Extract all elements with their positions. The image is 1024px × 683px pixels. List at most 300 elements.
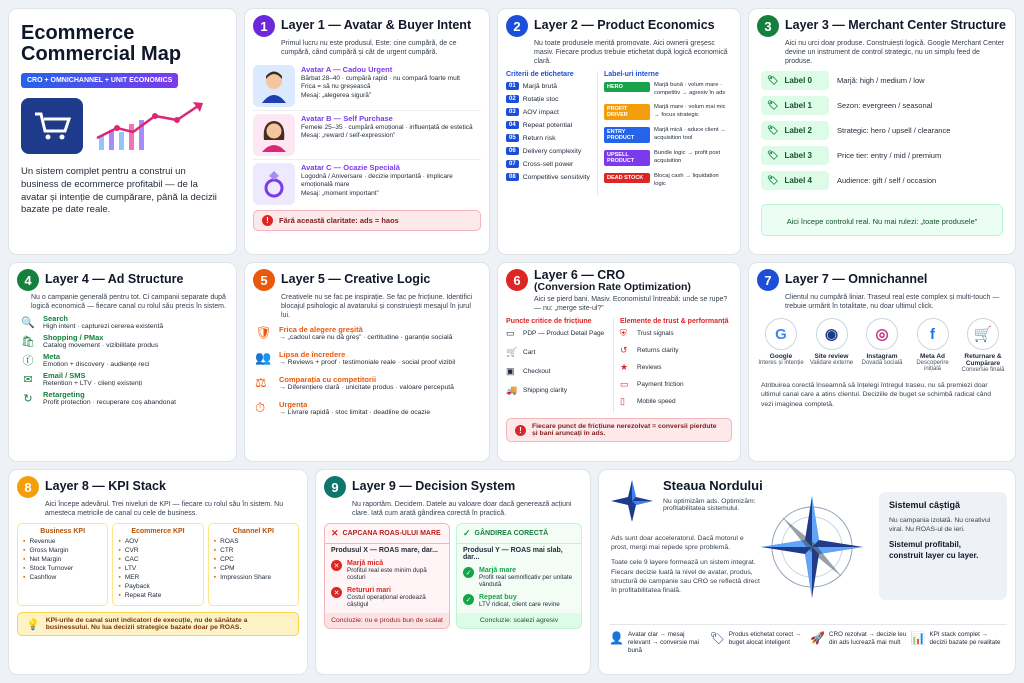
criteria-number: 06 bbox=[506, 147, 519, 155]
channel-desc: Catalog movement · vizibilitate produs bbox=[43, 342, 159, 350]
layer-intro: Aici începe adevărul. Trei niveluri de KPI — fiecare cu rolul său în sistem. Nu amesteca metricile de canal cu cele de business. bbox=[45, 501, 284, 518]
layer-7-note: Atribuirea corectă înseamnă să înțelegi întregul traseu, nu să premiezi doar ultimul canal care a atins clientul. Deciziile de buget se schimbă radical când vezi imaginea completă. bbox=[761, 382, 992, 408]
criteria-number: 01 bbox=[506, 82, 519, 90]
x-circle-icon: ✕ bbox=[331, 560, 342, 571]
avatar-line: Mesaj: „alegerea sigură” bbox=[301, 91, 372, 99]
merchant-label-key bbox=[761, 121, 829, 140]
friction-title: Puncte critice de fricțiune bbox=[506, 318, 592, 326]
avatar-line: Bărbat 28–40 · cumpără rapid · nu compară foarte mult bbox=[301, 74, 460, 82]
card-icon: ▭ bbox=[620, 379, 629, 390]
criteria-item bbox=[506, 147, 597, 155]
merchant-label-key bbox=[761, 146, 829, 165]
ad-channel bbox=[21, 371, 224, 387]
kpi-item bbox=[118, 583, 197, 590]
x-circle-icon: ✕ bbox=[331, 587, 342, 598]
kpi-icon: ▪ bbox=[23, 538, 26, 546]
channel-name: Meta bbox=[43, 352, 61, 362]
merchant-label-key bbox=[761, 96, 829, 115]
criteria-number: 07 bbox=[506, 160, 519, 168]
trust-label: Payment friction bbox=[637, 381, 684, 389]
warning-text: KPI-urile de canal sunt indicatori de execuție, nu de sănătate a businessului. Nu lua decizii strategice bazate doar pe ROAS. bbox=[45, 617, 248, 632]
label-desc: Marjă bună · volum mare · competitiv → agresiv în ads bbox=[654, 82, 726, 96]
friction-desc: → Diferențiere clară · unicitate produs · valoare percepută bbox=[279, 384, 454, 392]
kpi-icon: ▪ bbox=[118, 583, 121, 591]
creative-friction bbox=[255, 350, 479, 366]
trust-element bbox=[620, 379, 732, 390]
kpi-column bbox=[112, 523, 203, 606]
criteria-label: Cross-sell power bbox=[522, 160, 574, 168]
creative-friction bbox=[255, 400, 479, 416]
kpi-column bbox=[208, 523, 299, 606]
hero-badge: CRO + OMNICHANNEL + UNIT ECONOMICS bbox=[21, 73, 178, 88]
friction-label: Cart bbox=[523, 349, 536, 357]
layer-title: Layer 5 — Creative Logic bbox=[281, 272, 431, 287]
kpi-item bbox=[118, 538, 197, 545]
criteria-label: Delivery complexity bbox=[522, 147, 582, 155]
kpi-column-title: Business KPI bbox=[40, 528, 86, 536]
step-desc: Dovadă socială bbox=[861, 360, 903, 367]
kpi-icon: ▪ bbox=[118, 565, 121, 573]
decision-title: Retururi mari bbox=[347, 587, 391, 595]
meta-icon: ⓕ bbox=[22, 355, 34, 368]
label-tag: HERO bbox=[604, 82, 650, 92]
kpi-label: Impression Share bbox=[220, 574, 272, 582]
layer-intro: Aici nu urci doar produse. Construiești logică. Google Merchant Center devine un instrument de control strategic, nu un simplu feed de produse. bbox=[785, 40, 1005, 66]
layer-number: 2 bbox=[506, 15, 528, 37]
trust-element bbox=[620, 396, 732, 407]
good-decision-panel bbox=[456, 523, 582, 629]
outcome-text: KPI stack complet → decizii bazate pe realitate bbox=[929, 631, 1001, 647]
layer-subtitle: (Conversion Rate Optimization) bbox=[534, 281, 691, 294]
google-icon: G bbox=[765, 318, 797, 350]
layer-title: Layer 1 — Avatar & Buyer Intent bbox=[281, 18, 472, 33]
criteria-item bbox=[506, 134, 597, 142]
layer-8-card bbox=[8, 469, 308, 675]
tag-icon: 🏷 bbox=[767, 125, 779, 136]
avatar-line: Mesaj: „reward / self-expression” bbox=[301, 132, 396, 140]
friction-desc: → „cadoul care nu dă greș” · certitudine · garanție socială bbox=[279, 334, 453, 342]
friction-name: Comparația cu competitorii bbox=[279, 375, 377, 385]
kpi-item bbox=[214, 556, 293, 563]
rocket-icon: 🚀 bbox=[810, 631, 825, 645]
tag-icon: 🏷 bbox=[709, 631, 725, 645]
good-conclusion: Concluzie: scalezi agresiv bbox=[457, 613, 581, 628]
criteria-item bbox=[506, 173, 597, 181]
layer-number: 9 bbox=[324, 476, 346, 498]
friction-point bbox=[506, 385, 613, 396]
bad-decision-panel bbox=[324, 523, 450, 629]
eye-icon: ◉ bbox=[816, 318, 848, 350]
kpi-icon: ▪ bbox=[118, 592, 121, 600]
criteria-number: 02 bbox=[506, 95, 519, 103]
journey-step bbox=[909, 318, 957, 373]
merchant-label-value: Strategic: hero / upsell / clearance bbox=[837, 126, 951, 136]
trust-label: Mobile speed bbox=[637, 398, 676, 406]
ring-icon bbox=[253, 163, 295, 205]
kpi-label: CPM bbox=[220, 565, 235, 573]
layer-6-warning bbox=[506, 418, 732, 442]
layer-7-card bbox=[748, 262, 1016, 462]
mail-icon: ✉ bbox=[23, 373, 33, 386]
channel-name: Search bbox=[43, 314, 69, 324]
north-outcome bbox=[609, 631, 706, 656]
kpi-icon: ▪ bbox=[23, 574, 26, 582]
layer-intro: Nu o campanie generală pentru tot. Ci campanii separate după logică economică — fiecare canal cu rolul său precis în sistem. bbox=[31, 294, 226, 311]
step-name: Site review bbox=[814, 353, 849, 361]
friction-label: Checkout bbox=[523, 368, 551, 376]
journey-step bbox=[808, 318, 856, 373]
layer-title: Layer 8 — KPI Stack bbox=[45, 479, 166, 494]
kpi-icon: ▪ bbox=[213, 565, 217, 573]
kpi-label: Repeat Rate bbox=[124, 592, 162, 600]
good-product: Produsul Y — ROAS mai slab, dar... bbox=[463, 547, 563, 562]
ad-channel bbox=[21, 352, 224, 368]
search-icon: 🔍 bbox=[21, 316, 35, 329]
tag-icon: 🏷 bbox=[767, 100, 779, 111]
creative-friction bbox=[255, 325, 479, 341]
journey-step bbox=[858, 318, 906, 373]
shield-check-icon: ⛨ bbox=[620, 328, 627, 339]
ad-channel bbox=[21, 314, 224, 330]
hero-description: Un sistem complet pentru a construi un business de ecommerce profitabil — de la avatar și intenție de cumpărare, până la decizii bazate pe date reale. bbox=[21, 166, 217, 216]
kpi-item bbox=[214, 547, 293, 554]
layer-3-card bbox=[748, 8, 1016, 255]
kpi-label: Revenue bbox=[29, 538, 56, 546]
layer-intro: Creativele nu se fac pe inspirație. Se fac pe fricțiune. Identifici blocajul psihologic al avatarului și construiești mesajul în jurul lui. bbox=[281, 294, 473, 320]
criteria-number: 03 bbox=[506, 108, 519, 116]
layer-intro: Clientul nu cumpără liniar. Traseul real este complex și multi-touch — trebuie urmărit în totalitate, nu doar ultimul click. bbox=[785, 294, 1000, 311]
lightbulb-icon: 💡 bbox=[26, 618, 40, 631]
cart-icon: 🛒 bbox=[506, 347, 518, 358]
alert-icon: ! bbox=[262, 215, 273, 226]
compass-rose-icon bbox=[757, 492, 867, 602]
kpi-label: CVR bbox=[124, 547, 139, 555]
friction-point bbox=[506, 328, 613, 339]
layer-number: 8 bbox=[17, 476, 39, 498]
step-desc: Conversie finală bbox=[961, 367, 1005, 374]
decision-desc: Costul operațional erodează câștigul bbox=[347, 594, 426, 609]
check-circle-icon: ✓ bbox=[463, 567, 474, 578]
kpi-label: Stock Turnover bbox=[29, 565, 74, 573]
merchant-label-row bbox=[761, 171, 1003, 190]
merchant-label-row bbox=[761, 96, 1003, 115]
label-tag: ENTRY PRODUCT bbox=[604, 127, 650, 143]
criteria-title: Criterii de etichetare bbox=[506, 71, 574, 79]
kpi-icon: ▪ bbox=[213, 538, 217, 546]
trust-label: Trust signals bbox=[637, 330, 674, 338]
step-desc: Descoperire inițială bbox=[916, 360, 949, 373]
hero-card bbox=[8, 8, 237, 255]
box-title: Sistemul câștigă bbox=[889, 500, 961, 510]
label-desc: Blocaj cash → liquidation logic bbox=[654, 173, 719, 187]
people-icon: 👥 bbox=[255, 350, 272, 366]
layer-5-card bbox=[244, 262, 490, 462]
kpi-icon: ▪ bbox=[118, 547, 121, 555]
layer-1-warning bbox=[253, 210, 481, 231]
avatar-line: Logodnă / Aniversare · decizie importantă · implicare emoțională mare bbox=[301, 172, 453, 189]
mobile-icon: ▯ bbox=[620, 396, 625, 407]
decision-item bbox=[457, 564, 581, 591]
friction-desc: → Livrare rapidă · stoc limitat · deadline de ocazie bbox=[279, 409, 431, 417]
label-key-text: Label 2 bbox=[784, 126, 813, 136]
kpi-label: Net Margin bbox=[29, 556, 62, 564]
woman-avatar-icon bbox=[253, 114, 295, 156]
avatar-line: Femeie 25–35 · cumpără emoțional · influențată de estetică bbox=[301, 123, 473, 131]
journey-step bbox=[959, 318, 1007, 373]
chart-icon: 📊 bbox=[910, 631, 926, 645]
layer-9-card bbox=[315, 469, 591, 675]
layer-number: 7 bbox=[757, 269, 779, 291]
friction-point bbox=[506, 366, 613, 377]
tag-icon: 🏷 bbox=[767, 150, 779, 161]
layer-title: Layer 2 — Product Economics bbox=[534, 18, 715, 33]
kpi-item bbox=[214, 565, 293, 572]
decision-item bbox=[325, 557, 449, 584]
merchant-label-row bbox=[761, 146, 1003, 165]
step-name: Instagram bbox=[866, 353, 898, 361]
kpi-item bbox=[214, 574, 293, 581]
check-circle-icon: ✓ bbox=[463, 594, 474, 605]
kpi-icon: ▪ bbox=[23, 565, 26, 573]
north-outcome bbox=[810, 631, 907, 656]
avatar-c bbox=[253, 160, 481, 208]
step-name: Meta Ad bbox=[919, 353, 946, 361]
winning-system-box bbox=[879, 492, 1007, 600]
channel-desc: High intent · capturezi cererea existentă bbox=[43, 323, 164, 331]
criteria-label: Rotație stoc bbox=[522, 95, 559, 103]
step-name: Google bbox=[769, 353, 793, 361]
label-tag: UPSELL PRODUCT bbox=[604, 150, 650, 166]
step-desc: Validare externe bbox=[809, 360, 854, 367]
ad-channel bbox=[21, 390, 224, 406]
merchant-label-key bbox=[761, 171, 829, 190]
merchant-label-value: Price tier: entry / mid / premium bbox=[837, 151, 942, 161]
criteria-number: 04 bbox=[506, 121, 519, 129]
label-tag: DEAD STOCK bbox=[604, 173, 650, 183]
kpi-icon: ▪ bbox=[118, 574, 121, 582]
north-intro: Nu optimizăm ads. Optimizăm: profitabilitatea sistemului. bbox=[663, 498, 756, 512]
merchant-label-row bbox=[761, 121, 1003, 140]
trust-element bbox=[620, 328, 732, 339]
trust-label: Reviews bbox=[637, 364, 662, 372]
criteria-item bbox=[506, 95, 597, 103]
kpi-item bbox=[118, 556, 197, 563]
kpi-item bbox=[23, 565, 102, 572]
north-outcome bbox=[911, 631, 1008, 656]
north-paragraph: Ads sunt doar acceleratorul. Dacă motorul e prost, mergi mai repede spre problemă. bbox=[611, 535, 744, 552]
internal-label bbox=[604, 104, 732, 120]
kpi-label: CPC bbox=[220, 556, 234, 564]
layer-number: 4 bbox=[17, 269, 39, 291]
friction-name: Lipsa de încredere bbox=[279, 350, 346, 360]
instagram-icon: ◎ bbox=[866, 318, 898, 350]
retargeting-icon: ↻ bbox=[23, 392, 33, 405]
criteria-label: AOV impact bbox=[522, 108, 559, 116]
kpi-label: LTV bbox=[124, 565, 137, 573]
good-head: GÂNDIREA CORECTĂ bbox=[474, 530, 549, 538]
kpi-item bbox=[23, 547, 102, 554]
criteria-item bbox=[506, 108, 597, 116]
layer-3-note bbox=[761, 204, 1003, 236]
layer-1-card bbox=[244, 8, 490, 255]
channel-name: Email / SMS bbox=[43, 371, 86, 381]
trust-element bbox=[620, 362, 732, 373]
kpi-item bbox=[23, 538, 102, 545]
truck-icon: 🚚 bbox=[506, 385, 518, 396]
internal-label bbox=[604, 150, 732, 166]
internal-label bbox=[604, 82, 732, 97]
layer-intro: Primul lucru nu este produsul. Este: cine cumpără, de ce cumpără, când cumpără și cât de urgent cumpără. bbox=[281, 40, 457, 57]
kpi-item bbox=[118, 592, 197, 599]
channel-name: Shopping / PMax bbox=[43, 333, 104, 343]
criteria-label: Repeat potential bbox=[522, 121, 573, 129]
bad-product: Produsul X — ROAS mare, dar... bbox=[331, 547, 438, 555]
layer-8-warning bbox=[17, 612, 299, 636]
label-key-text: Label 1 bbox=[784, 101, 813, 111]
layer-2-card bbox=[497, 8, 741, 255]
kpi-icon: ▪ bbox=[213, 556, 217, 564]
layer-4-card bbox=[8, 262, 237, 462]
north-outcome bbox=[710, 631, 807, 656]
growth-chart-icon bbox=[93, 98, 211, 154]
merchant-label-value: Marjă: high / medium / low bbox=[837, 76, 925, 86]
north-star-card bbox=[598, 469, 1016, 675]
cart-icon: 🛒 bbox=[967, 318, 999, 350]
layer-intro: Aici se pierd bani. Masiv. Economistul întreabă: unde se rupe? — nu: „merge site-ul?” bbox=[534, 296, 728, 313]
page-icon: ▭ bbox=[506, 328, 515, 339]
criteria-label: Return risk bbox=[522, 134, 556, 142]
kpi-label: CTR bbox=[220, 547, 234, 555]
kpi-item bbox=[214, 538, 293, 545]
man-avatar-icon bbox=[253, 65, 295, 107]
cart-icon bbox=[21, 98, 83, 154]
criteria-item bbox=[506, 121, 597, 129]
kpi-label: ROAS bbox=[220, 538, 239, 546]
kpi-label: MER bbox=[124, 574, 140, 582]
person-icon: 👤 bbox=[609, 631, 624, 645]
friction-desc: → Reviews + proof · testimoniale reale · social proof vizibil bbox=[279, 359, 456, 367]
page-title: Ecommerce Commercial Map bbox=[21, 22, 182, 65]
internal-label bbox=[604, 173, 732, 188]
layer-intro: Nu toate produsele merită promovate. Aici ownerii greșesc masiv. Fiecare produs trebuie etichetat după logică economică clară. bbox=[534, 40, 728, 66]
kpi-column-title: Ecommerce KPI bbox=[131, 528, 185, 536]
decision-desc: Profitul real este minim după costuri bbox=[347, 567, 427, 582]
layer-number: 1 bbox=[253, 15, 275, 37]
channel-name: Retargeting bbox=[43, 390, 85, 400]
north-paragraph: Toate cele 9 layere formează un sistem integrat. Fiecare decizie luată la nivel de avatar, produs, structură de campanie sau CRO se reflectă direct în profitabilitatea finală. bbox=[611, 559, 760, 594]
friction-point bbox=[506, 347, 613, 358]
layer-number: 6 bbox=[506, 269, 528, 291]
channel-desc: Emotion + discovery · audiențe reci bbox=[43, 361, 150, 369]
checkout-icon: ▣ bbox=[506, 366, 515, 377]
kpi-label: Gross Margin bbox=[29, 547, 69, 555]
layer-title: Layer 4 — Ad Structure bbox=[45, 272, 184, 287]
criteria-item bbox=[506, 160, 597, 168]
label-key-text: Label 3 bbox=[784, 151, 813, 161]
friction-label: PDP — Product Detail Page bbox=[523, 330, 605, 338]
merchant-label-value: Sezon: evergreen / seasonal bbox=[837, 101, 933, 111]
kpi-icon: ▪ bbox=[23, 556, 26, 564]
kpi-label: Cashflow bbox=[29, 574, 57, 582]
layer-6-card bbox=[497, 262, 741, 462]
scale-icon: ⚖ bbox=[255, 375, 267, 391]
avatar-b bbox=[253, 111, 481, 160]
criteria-item bbox=[506, 82, 597, 90]
avatar-name: Avatar A — Cadou Urgent bbox=[301, 65, 393, 75]
layer-intro: Nu raportăm. Decidem. Datele au valoare doar dacă generează acțiuni clare. Iată cum arată gândirea corectă în practică. bbox=[352, 501, 572, 518]
kpi-item bbox=[118, 547, 197, 554]
tag-icon: 🏷 bbox=[767, 75, 779, 86]
kpi-item bbox=[23, 556, 102, 563]
label-desc: Bundle logic → profit post acquisition bbox=[654, 150, 721, 164]
outcome-text: CRO rezolvat → decizie leu din ads lucrează mai mult bbox=[828, 631, 907, 647]
layer-title: Layer 3 — Merchant Center Structure bbox=[785, 18, 1006, 33]
channel-desc: Profit protection · recuperare coș abandonat bbox=[43, 399, 176, 407]
decision-title: Repeat buy bbox=[479, 594, 517, 602]
friction-name: Urgența bbox=[279, 400, 308, 410]
decision-item bbox=[325, 584, 449, 611]
bad-head: CAPCANA ROAS-ULUI MARE bbox=[342, 530, 441, 538]
journey-step bbox=[757, 318, 805, 373]
alert-icon: ! bbox=[515, 425, 526, 436]
box-text: Nu campania izolată. Nu creativul viral. Nu ROAS-ul de ieri. bbox=[889, 517, 991, 534]
channel-desc: Retention + LTV · clienți existenți bbox=[43, 380, 143, 388]
decision-desc: Profit real semnificativ per unitate vândută bbox=[479, 574, 573, 589]
kpi-label: Payback bbox=[124, 583, 150, 591]
layer-title: Layer 9 — Decision System bbox=[352, 479, 516, 494]
box-emphasis: Sistemul profitabil, construit layer cu layer. bbox=[889, 540, 979, 560]
decision-title: Marjă mică bbox=[347, 560, 384, 568]
avatar-a bbox=[253, 62, 481, 111]
layer-title: Layer 7 — Omnichannel bbox=[785, 272, 928, 287]
check-icon: ✓ bbox=[463, 528, 471, 539]
x-icon: ✕ bbox=[331, 528, 339, 539]
warning-text: Fără această claritate: ads = haos bbox=[279, 216, 399, 226]
shopping-bag-icon: 🛍 bbox=[21, 335, 35, 348]
star-icon: ★ bbox=[620, 362, 629, 373]
decision-item bbox=[457, 591, 581, 611]
criteria-number: 08 bbox=[506, 173, 519, 181]
kpi-item bbox=[118, 565, 197, 572]
merchant-label-row bbox=[761, 71, 1003, 90]
compass-star-icon bbox=[609, 478, 655, 524]
friction-name: Frica de alegere greșită bbox=[279, 325, 363, 335]
kpi-icon: ▪ bbox=[23, 547, 26, 555]
criteria-number: 05 bbox=[506, 134, 519, 142]
kpi-item bbox=[118, 574, 197, 581]
label-key-text: Label 0 bbox=[784, 76, 813, 86]
label-tag: PROFIT DRIVER bbox=[604, 104, 650, 120]
merchant-label-value: Audience: gift / self / occasion bbox=[837, 176, 937, 186]
criteria-label: Marjă brută bbox=[522, 82, 558, 90]
avatar-name: Avatar B — Self Purchase bbox=[301, 114, 393, 124]
trust-title: Elemente de trust & performanță bbox=[620, 318, 729, 326]
kpi-icon: ▪ bbox=[213, 547, 217, 555]
kpi-label: CAC bbox=[124, 556, 139, 564]
kpi-item bbox=[23, 574, 102, 581]
kpi-icon: ▪ bbox=[118, 556, 121, 564]
ad-channel bbox=[21, 333, 224, 349]
decision-title: Marjă mare bbox=[479, 567, 516, 575]
friction-label: Shipping clarity bbox=[523, 387, 568, 395]
labels-title: Label-uri interne bbox=[604, 71, 659, 79]
criteria-label: Competitive sensitivity bbox=[522, 173, 590, 181]
outcome-text: Produs etichetat corect → buget alocat inteligent bbox=[728, 631, 802, 647]
facebook-icon: f bbox=[917, 318, 949, 350]
outcome-text: Avatar clar → mesaj relevant → conversie mai bună bbox=[627, 631, 699, 655]
label-desc: Marjă mare · volum mai mic → focus strategic bbox=[654, 104, 726, 118]
step-desc: Interes și intenție bbox=[758, 360, 804, 367]
